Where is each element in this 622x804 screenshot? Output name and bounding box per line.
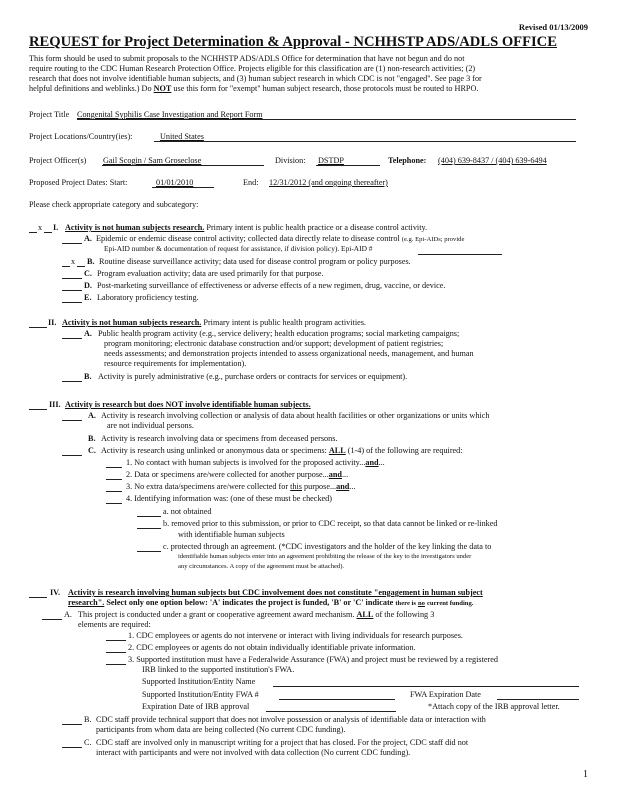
section-1e-check[interactable] (62, 302, 82, 303)
section-4c-letter: C. (84, 738, 92, 747)
section-3c-text: Activity is research using unlinked or anonymous data or specimens: ALL (1-4) of the following are required: (101, 446, 463, 455)
section-1d-text: Post-marketing surveillance of effectiveness or adverse effects of a new regimen, drug, vaccine, or device. (97, 281, 446, 290)
dates-label: Proposed Project Dates: Start: (29, 178, 128, 187)
revision-date: Revised 01/13/2009 (518, 22, 588, 32)
section-4a-check[interactable] (42, 619, 62, 620)
section-4a-3-check[interactable] (106, 664, 126, 665)
intro-line-1: This form should be used to submit proposals to the NCHHSTP ADS/ADLS Office for determination that have not begun and do not (29, 54, 465, 63)
page-number: 1 (583, 769, 588, 780)
section-1b-text: Routine disease surveillance activity; data used for disease control program or policy purposes. (99, 257, 411, 266)
project-locations-label: Project Locations/Country(ies): (29, 132, 133, 141)
section-2b-text: Activity is purely administrative (e.g., purchase orders or contracts for services or equipment). (98, 372, 408, 381)
section-3c-2-check[interactable] (106, 479, 122, 480)
section-4-check[interactable] (29, 597, 47, 598)
section-1b-check-right (77, 266, 85, 267)
section-1c-letter: C. (84, 269, 92, 278)
section-1a-letter: A. (84, 234, 92, 243)
section-1-number: I. (53, 223, 59, 232)
section-3c-4c-check[interactable] (137, 551, 161, 552)
project-locations-line (154, 141, 576, 142)
section-3a-text-1: Activity is research involving collection or analysis of data about health facilities or other organizations or units which (101, 411, 490, 420)
epi-aid-field[interactable] (418, 254, 502, 255)
section-1-checkbox[interactable]: x (38, 223, 43, 232)
section-2-check[interactable] (29, 327, 47, 328)
section-3c-4-check[interactable] (106, 503, 122, 504)
section-4a-text-2: elements are required: (78, 620, 151, 629)
division-line (316, 165, 380, 166)
section-1b-checkbox[interactable]: x (71, 257, 76, 266)
start-date-line (152, 187, 214, 188)
irb-expiration-label: Expiration Date of IRB approval (142, 702, 250, 711)
section-2a-letter: A. (84, 329, 92, 338)
section-4c-check[interactable] (62, 747, 82, 748)
section-3c-2-text: 2. Data or specimens are/were collected for another purpose...and... (126, 470, 349, 479)
section-4a-2-check[interactable] (106, 652, 126, 653)
end-date-field[interactable]: 12/31/2012 (and ongoing thereafter) (269, 178, 388, 187)
end-date-label: End: (243, 178, 259, 187)
telephone-label: Telephone: (388, 156, 427, 165)
section-3c-4c-text-2: identifiable human subjects enter into an agreement prohibiting the release of the key to the investigators under (178, 553, 472, 560)
section-1e-letter: E. (84, 293, 92, 302)
section-2a-text-3: needs assessments; and demonstration projects intended to assess organizational needs, management, and human (104, 349, 474, 358)
section-1d-letter: D. (84, 281, 92, 290)
section-3c-4c-text-1: c. protected through an agreement. (*CDC investigators and the holder of the key linking the data to (163, 542, 492, 551)
section-2b-check[interactable] (62, 381, 82, 382)
section-1c-text: Program evaluation activity; data are used primarily for that purpose. (97, 269, 324, 278)
section-3c-letter: C. (88, 446, 96, 455)
section-3c-4a-text: a. not obtained (163, 507, 212, 516)
irb-attach-note: *Attach copy of the IRB approval letter. (428, 702, 560, 711)
section-3c-3-text: 3. No extra data/specimens are/were collected for this purpose...and... (126, 482, 356, 491)
section-4-heading-2: research". Select only one option below: 'A' indicates the project is funded, 'B' or 'C' indicate there is no current funding. (68, 598, 474, 607)
section-4a-3-text-1: 3. Supported institution must have a Federalwide Assurance (FWA) and project must be reviewed by a registered (128, 655, 498, 664)
section-4a-2-text: 2. CDC employees or agents do not obtain individually identifiable private information. (128, 643, 416, 652)
section-3c-4-text: 4. Identifying information was: (one of these must be checked) (126, 494, 332, 503)
section-4a-1-text: 1. CDC employees or agents do not intervene or interact with living individuals for research purposes. (128, 631, 463, 640)
section-2-number: II. (48, 318, 57, 327)
section-4c-text-2: interact with participants and were not involved with data collection (No current CDC funding). (96, 748, 411, 757)
fwa-expiration-field[interactable] (497, 699, 579, 700)
section-1-check-line-left (29, 232, 37, 233)
section-3-number: III. (49, 400, 61, 409)
start-date-field[interactable]: 01/01/2010 (156, 178, 194, 187)
section-3c-4b-text-2: with identifiable human subjects (178, 530, 285, 539)
section-4-number: IV. (50, 588, 61, 597)
project-officer-line (102, 165, 264, 166)
section-4b-check[interactable] (62, 724, 82, 725)
section-4-heading-1: Activity is research involving human subjects but CDC involvement does not constitute "engagement in human subject (68, 588, 483, 597)
intro-line-4: helpful definitions and weblinks.) Do NOT use this form for "exempt" human subject research, those protocols must be routed to HRPO. (29, 84, 479, 93)
section-3c-4a-check[interactable] (137, 516, 161, 517)
section-3c-4b-text-1: b. removed prior to this submission, or prior to CDC receipt, so that data cannot be linked or re-linked (163, 519, 498, 528)
institution-name-field[interactable] (273, 686, 579, 687)
fwa-expiration-label: FWA Expiration Date (410, 690, 481, 699)
section-3b-text: Activity is research involving data or specimens from deceased persons. (101, 434, 338, 443)
institution-fwa-label: Supported Institution/Entity FWA # (142, 690, 259, 699)
intro-line-3: research that does not involve identifiable human subjects, and (3) human subject research in which CDC is not "engaged". See page 3 for (29, 74, 482, 83)
section-3c-4c-text-3: any circumstances. A copy of the agreement must be attached). (178, 563, 345, 570)
project-locations-field[interactable]: United States (160, 132, 204, 141)
section-4a-text-1: This project is conducted under a grant or cooperative agreement award mechanism. ALL of the following 3 (78, 610, 435, 619)
intro-line-2: require routing to the CDC Human Research Protection Office. Projects eligible for this classification are (1) non-research activities; (2) (29, 64, 476, 73)
section-3a-check[interactable] (62, 420, 82, 421)
irb-expiration-field[interactable] (266, 711, 396, 712)
section-4a-3-text-2: IRB linked to the supported institution's FWA. (142, 665, 295, 674)
project-title-label: Project Title (29, 110, 70, 119)
institution-fwa-field[interactable] (279, 699, 395, 700)
section-4b-letter: B. (84, 715, 92, 724)
section-1a-check[interactable] (62, 243, 82, 244)
section-1a-text-2: Epi-AID number & documentation of request for assistance, if division policy). Epi-AID # (104, 244, 373, 253)
section-3-check[interactable] (29, 409, 47, 410)
section-3c-3-check[interactable] (106, 491, 122, 492)
section-4b-text-2: participants from whom data are being collected (No current CDC funding). (96, 725, 346, 734)
project-officer-field[interactable]: Gail Scogin / Sam Groseclose (103, 156, 202, 165)
form-title: REQUEST for Project Determination & Approval - NCHHSTP ADS/ADLS OFFICE (29, 34, 557, 50)
section-3a-letter: A. (88, 411, 96, 420)
section-3b-letter: B. (88, 434, 96, 443)
section-2a-text-2: program monitoring; electronic database construction and/or support; development of patient registries; (104, 339, 444, 348)
check-instruction: Please check appropriate category and subcategory: (29, 200, 199, 209)
section-3c-check[interactable] (62, 455, 82, 456)
telephone-field[interactable]: (404) 639-8437 / (404) 639-6494 (438, 156, 547, 165)
institution-name-label: Supported Institution/Entity Name (142, 677, 256, 686)
section-2a-text-1: Public health program activity (e.g., service delivery; health education programs; social marketing campaigns; (98, 329, 460, 338)
section-3c-4b-check[interactable] (137, 528, 161, 529)
section-1c-check[interactable] (62, 278, 82, 279)
section-4a-1-check[interactable] (106, 640, 126, 641)
section-1e-text: Laboratory proficiency testing. (97, 293, 199, 302)
section-3-heading: Activity is research but does NOT involve identifiable human subjects. (65, 400, 311, 409)
section-1b-letter: B. (87, 257, 95, 266)
division-label: Division: (275, 156, 306, 165)
section-4b-text-1: CDC staff provide technical support that does not involve possession or analysis of identifiable data or interaction with (96, 715, 486, 724)
section-1b-check-left (62, 266, 70, 267)
section-1-check-line-right (44, 232, 52, 233)
section-1-heading: Activity is not human subjects research. Primary intent is public health practice or a disease control activity. (65, 223, 428, 232)
project-officer-label: Project Officer(s) (29, 156, 87, 165)
section-1d-check[interactable] (62, 290, 82, 291)
section-2a-text-4: resource requirements for implementation). (104, 359, 247, 368)
section-3a-text-2: are not individual persons. (107, 421, 194, 430)
section-3c-1-check[interactable] (106, 467, 122, 468)
division-field[interactable]: DSTDP (318, 156, 344, 165)
project-title-field[interactable]: Congenital Syphilis Case Investigation and Report Form (77, 110, 263, 119)
section-2-heading: Activity is not human subjects research. Primary intent is public health program activities. (62, 318, 366, 327)
not-emphasis: NOT (153, 84, 172, 93)
project-title-line (77, 119, 576, 120)
section-4c-text-1: CDC staff are involved only in manuscript writing for a project that has closed. For the project, CDC staff did not (96, 738, 469, 747)
section-2a-check[interactable] (62, 338, 82, 339)
section-2b-letter: B. (84, 372, 92, 381)
section-4a-letter: A. (64, 610, 72, 619)
section-3c-1-text: 1. No contact with human subjects is involved for the proposed activity...and... (126, 458, 385, 467)
section-1a-text-1: Epidemic or endemic disease control activity; collected data directly relate to disease control (e.g. Epi-AIDs; provide (96, 234, 465, 243)
